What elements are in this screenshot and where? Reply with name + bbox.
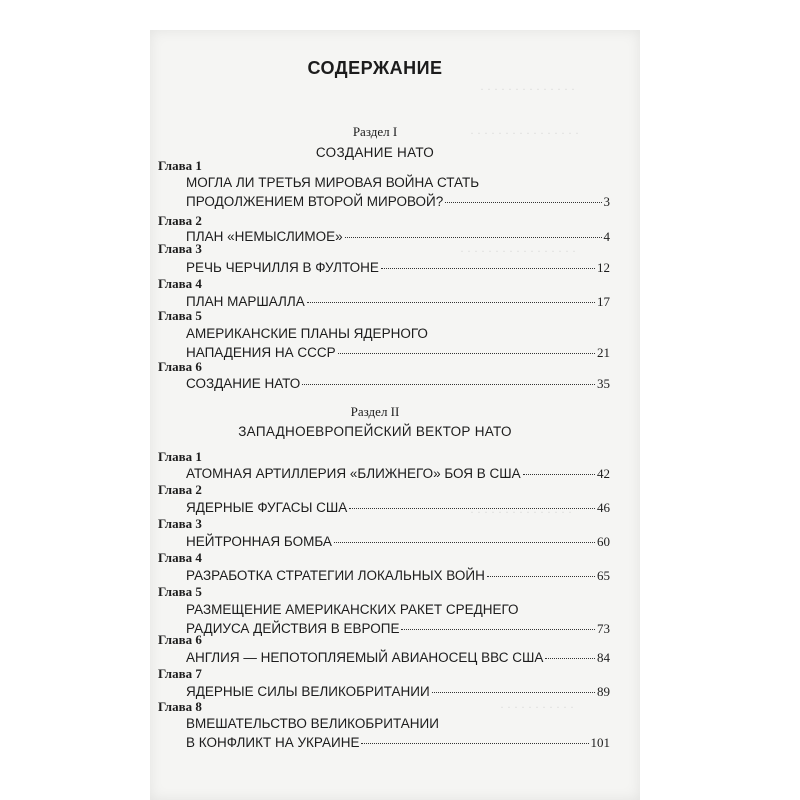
chapter-title-last-line (186, 532, 610, 551)
dot-leader (338, 353, 595, 354)
toc-entry[interactable] (186, 292, 610, 311)
chapter-title-last-line (186, 374, 610, 393)
page-number: 101 (590, 735, 610, 750)
chapter-title-last-line (186, 682, 610, 701)
toc-entry[interactable] (186, 227, 610, 246)
toc-entry[interactable] (186, 498, 610, 517)
chapter-label: Глава 3 (158, 241, 202, 256)
chapter-label: Глава 7 (158, 666, 202, 681)
chapter-title-last-line (186, 619, 610, 638)
chapter-label: Глава 2 (158, 213, 202, 228)
page-title: СОДЕРЖАНИЕ (307, 58, 443, 78)
chapter-label: Глава 1 (158, 158, 202, 173)
chapter-title-last-line (186, 258, 610, 277)
toc-entry[interactable] (186, 566, 610, 585)
chapter-label: Глава 1 (158, 449, 202, 464)
chapter-label: Глава 4 (158, 550, 202, 565)
page-number: 4 (603, 229, 610, 244)
dot-leader (361, 743, 588, 744)
chapter-title-line: МОГЛА ЛИ ТРЕТЬЯ МИРОВАЯ ВОЙНА СТАТЬ (186, 175, 480, 190)
chapter-label: Глава 3 (158, 516, 202, 531)
page-number: 3 (603, 194, 610, 209)
chapter-label: Глава 6 (158, 359, 202, 374)
chapter-title-line: НАПАДЕНИЯ НА СССР (186, 345, 336, 360)
chapter-label: Глава 8 (158, 699, 202, 714)
chapter-title-line: РАДИУСА ДЕЙСТВИЯ В ЕВРОПЕ (186, 621, 400, 636)
page-number: 12 (597, 260, 610, 275)
page-number: 84 (597, 650, 610, 665)
toc-entry[interactable] (186, 173, 610, 211)
toc-entry[interactable] (186, 324, 610, 362)
chapter-title-last-line (186, 498, 610, 517)
dot-leader (523, 474, 595, 475)
dot-leader (302, 384, 595, 385)
chapter-label: Глава 2 (158, 482, 202, 497)
section-title: СОЗДАНИЕ НАТО (315, 145, 435, 160)
toc-entry[interactable] (186, 464, 610, 483)
bleed-through-texture: · · · · · · · · · · · (500, 700, 574, 714)
section-number: Раздел II (350, 404, 400, 419)
dot-leader (401, 629, 595, 630)
dot-leader (445, 202, 601, 203)
toc-entry[interactable] (186, 600, 610, 638)
chapter-title-line: АТОМНАЯ АРТИЛЛЕРИЯ «БЛИЖНЕГО» БОЯ В США (186, 466, 521, 481)
dot-leader (334, 542, 595, 543)
chapter-title-last-line (186, 192, 610, 211)
chapter-title-line: ПЛАН «НЕМЫСЛИМОЕ» (186, 229, 343, 244)
chapter-title-line: ПРОДОЛЖЕНИЕМ ВТОРОЙ МИРОВОЙ? (186, 194, 444, 209)
chapter-label: Глава 5 (158, 584, 202, 599)
chapter-title-line: РАЗМЕЩЕНИЕ АМЕРИКАНСКИХ РАКЕТ СРЕДНЕГО (186, 602, 519, 617)
chapter-label: Глава 4 (158, 276, 202, 291)
toc-entry[interactable] (186, 682, 610, 701)
dot-leader (487, 576, 595, 577)
chapter-title-line: ВМЕШАТЕЛЬСТВО ВЕЛИКОБРИТАНИИ (186, 716, 439, 731)
chapter-title-last-line (186, 648, 610, 667)
toc-entry[interactable] (186, 374, 610, 393)
page-number: 89 (597, 684, 610, 699)
page-number: 46 (597, 500, 610, 515)
toc-entry[interactable] (186, 258, 610, 277)
page-number: 73 (597, 621, 610, 636)
chapter-title-line: НЕЙТРОННАЯ БОМБА (186, 534, 332, 549)
section-title: ЗАПАДНОЕВРОПЕЙСКИЙ ВЕКТОР НАТО (238, 424, 512, 439)
bleed-through-texture: · · · · · · · · · · · · · · · · · (460, 244, 576, 258)
page-number: 35 (597, 376, 610, 391)
dot-leader (432, 692, 595, 693)
chapter-label: Глава 5 (158, 308, 202, 323)
chapter-title-line: ЯДЕРНЫЕ ФУГАСЫ США (186, 500, 348, 515)
toc-entry[interactable] (186, 532, 610, 551)
bleed-through-texture: · · · · · · · · · · · · · · (480, 82, 575, 96)
bleed-through-texture: · · · · · · · · · · · · · · · (470, 505, 572, 519)
page-number: 60 (597, 534, 610, 549)
chapter-title-line: РЕЧЬ ЧЕРЧИЛЛЯ В ФУЛТОНЕ (186, 260, 379, 275)
chapter-title-last-line (186, 227, 610, 246)
toc-entry[interactable] (186, 714, 610, 752)
dot-leader (307, 302, 595, 303)
chapter-title-line: ПЛАН МАРШАЛЛА (186, 294, 305, 309)
chapter-title-line: АМЕРИКАНСКИЕ ПЛАНЫ ЯДЕРНОГО (186, 326, 428, 341)
chapter-title-line: АНГЛИЯ — НЕПОТОПЛЯЕМЫЙ АВИАНОСЕЦ ВВС США (186, 650, 544, 665)
chapter-title-last-line (186, 292, 610, 311)
chapter-title-last-line (186, 464, 610, 483)
bleed-through-texture: · · · · · · · · · · · · · · · · (470, 126, 579, 140)
toc-entry[interactable] (186, 648, 610, 667)
chapter-title-last-line (186, 343, 610, 362)
page-number: 65 (597, 568, 610, 583)
dot-leader (345, 237, 602, 238)
chapter-label: Глава 6 (158, 632, 202, 647)
dot-leader (545, 658, 595, 659)
page-number: 42 (597, 466, 610, 481)
section-number: Раздел I (352, 124, 398, 139)
chapter-title-line: РАЗРАБОТКА СТРАТЕГИИ ЛОКАЛЬНЫХ ВОЙН (186, 568, 485, 583)
chapter-title-last-line (186, 566, 610, 585)
chapter-title-last-line (186, 733, 610, 752)
page-number: 21 (597, 345, 610, 360)
page-number: 17 (597, 294, 610, 309)
dot-leader (381, 268, 595, 269)
chapter-title-line: ЯДЕРНЫЕ СИЛЫ ВЕЛИКОБРИТАНИИ (186, 684, 430, 699)
chapter-title-line: СОЗДАНИЕ НАТО (186, 376, 301, 391)
chapter-title-line: В КОНФЛИКТ НА УКРАИНЕ (186, 735, 360, 750)
dot-leader (349, 508, 595, 509)
